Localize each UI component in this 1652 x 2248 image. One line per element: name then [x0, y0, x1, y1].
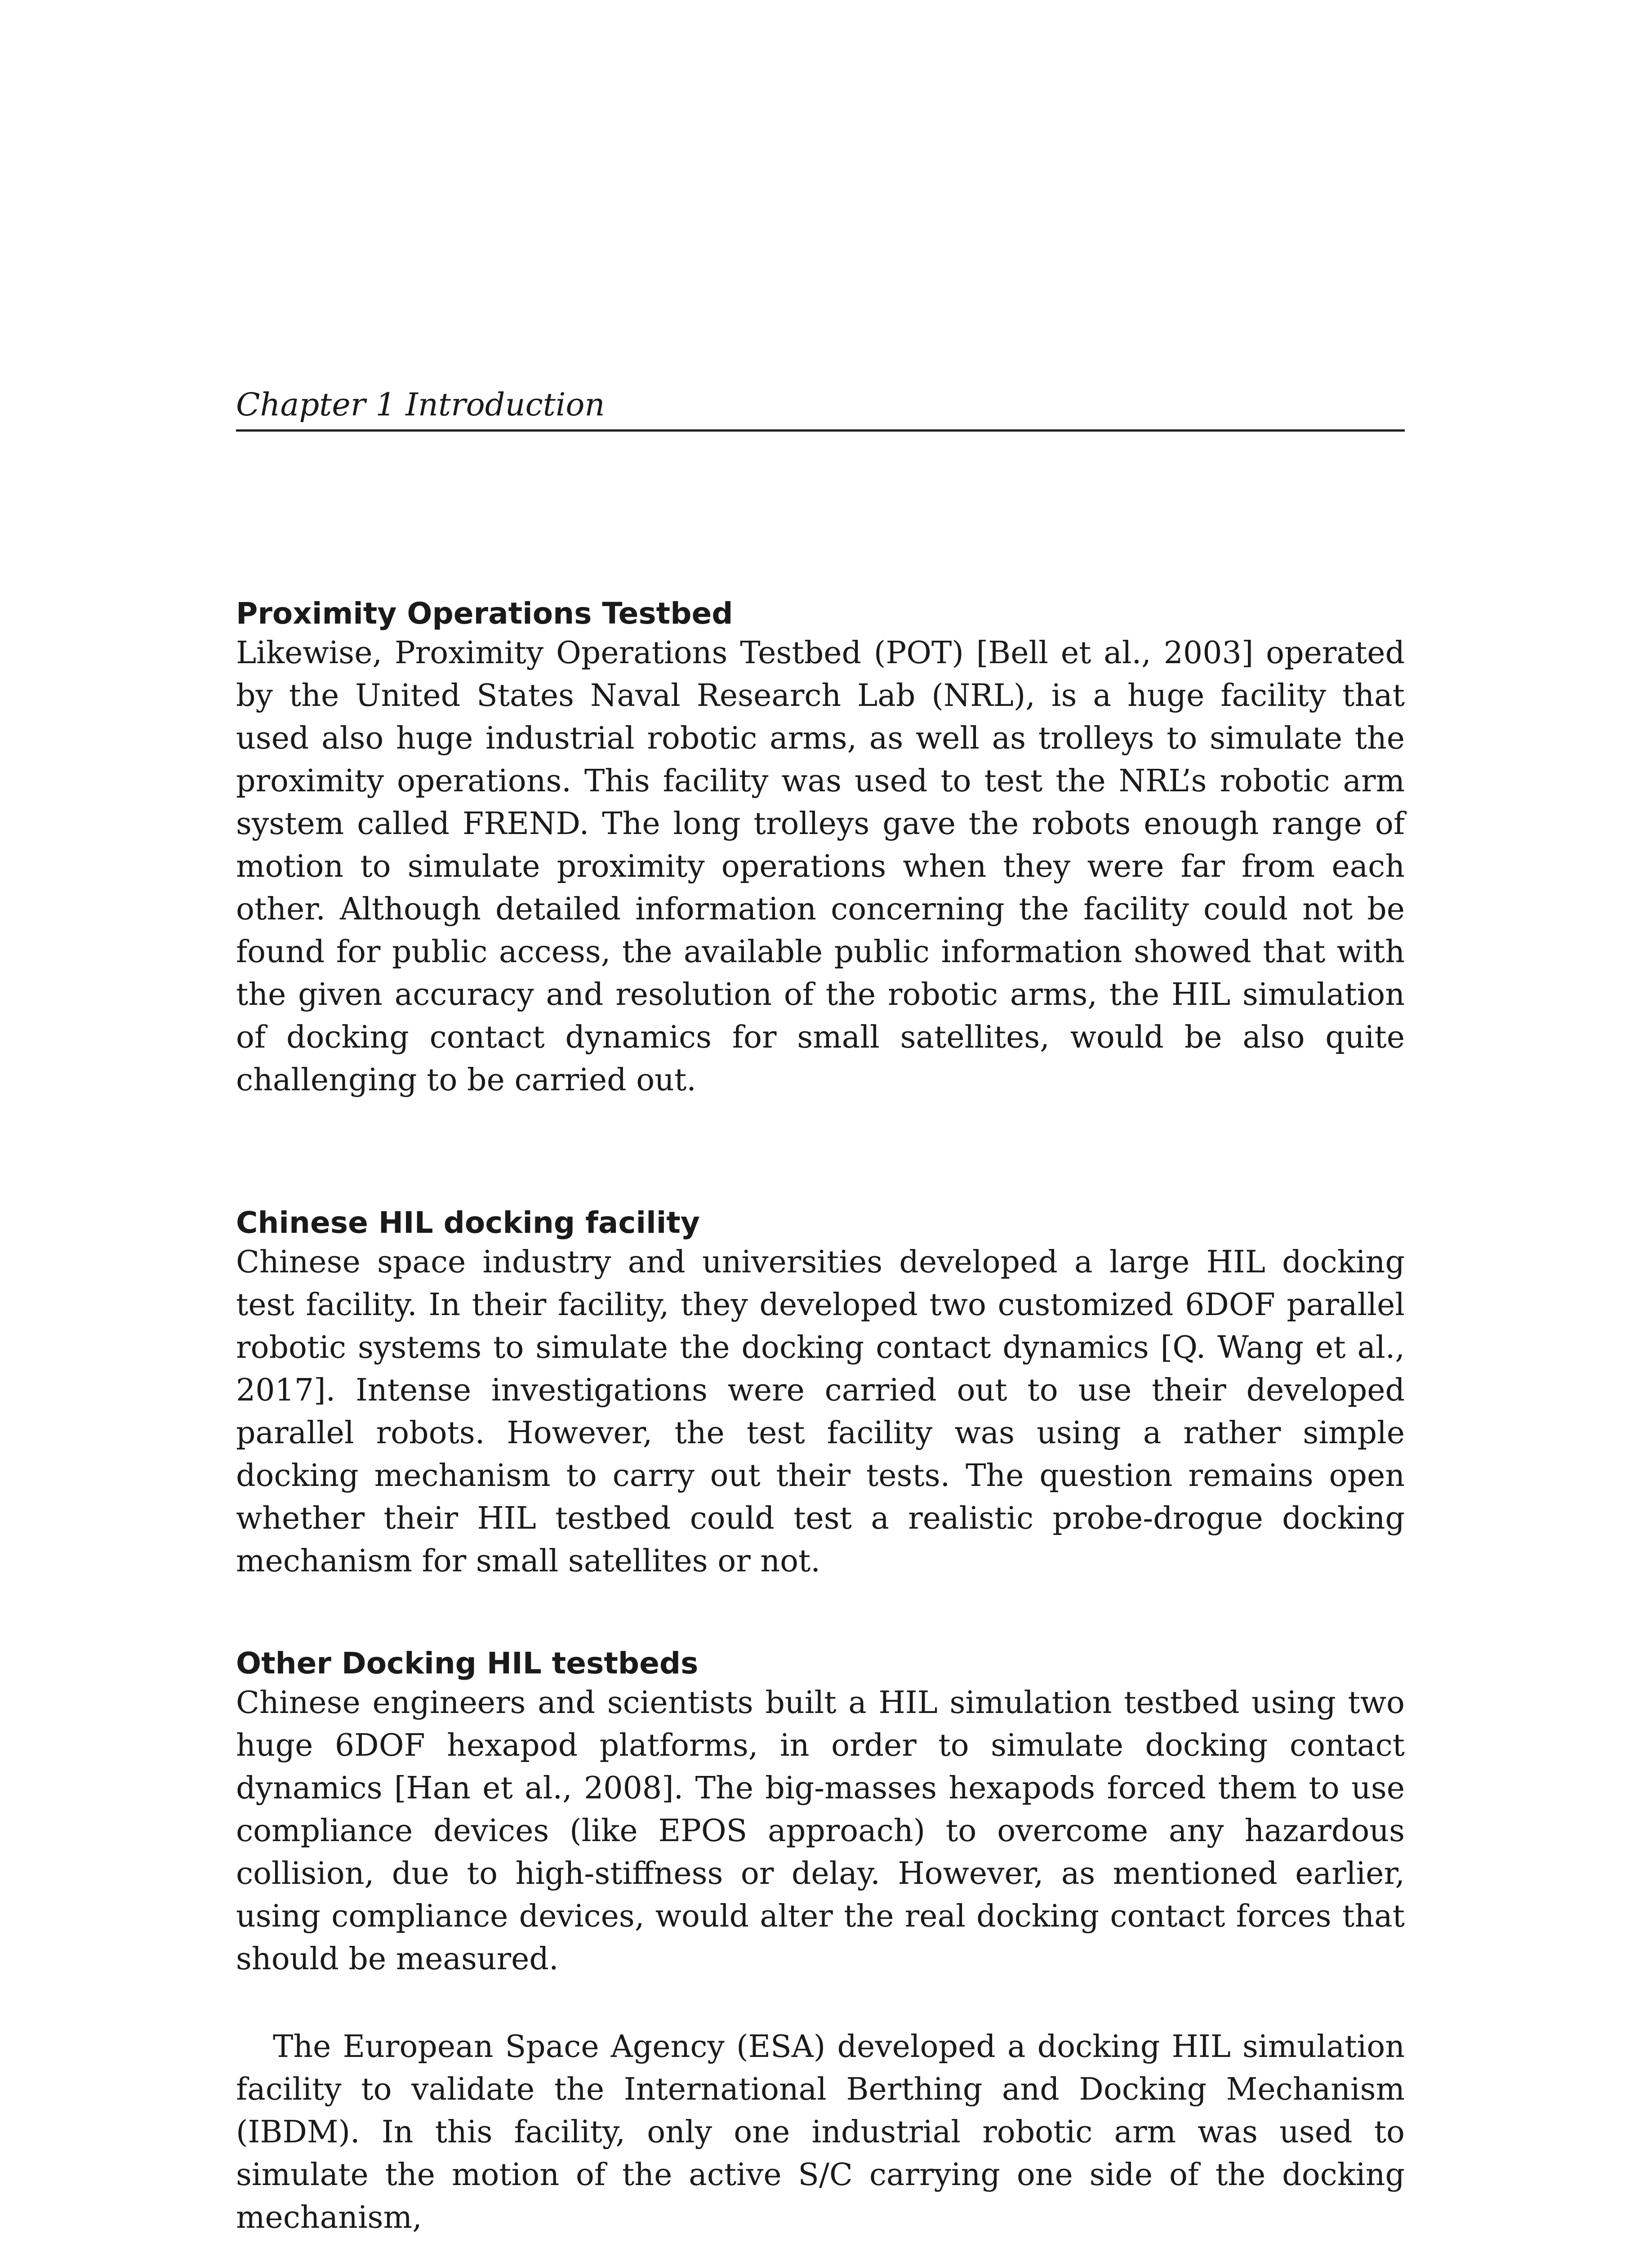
running-head: Chapter 1 Introduction [236, 386, 605, 423]
section-title-other-docking-hil-testbeds: Other Docking HIL testbeds [236, 1646, 699, 1681]
paragraph-other-docking-hil-testbeds: Chinese engineers and scientists built a HIL simulation testbed using two huge 6DOF hexapod platforms, in order to simulate docking contact dynamics [Han et al., 2008]. The big-masses hexapods forced them to use compliance devices (like EPOS approach) to overcome any hazardous collision, due to high-stiffness or delay. However, as mentioned earlier, using compliance devices, would alter the real docking contact forces that should be measured. [236, 1685, 1405, 1977]
header-rule [236, 429, 1405, 432]
paragraph-esa-docking-facility: The European Space Agency (ESA) developed a docking HIL simulation facility to validate the International Berthing and Docking Mechanism (IBDM). In this facility, only one industrial robotic arm was used to simulate the motion of the active S/C carrying one side of the docking mechanism, [236, 2029, 1405, 2235]
section-title-chinese-hil-docking-facility: Chinese HIL docking facility [236, 1205, 700, 1240]
paragraph-proximity-operations-testbed: Likewise, Proximity Operations Testbed (POT) [Bell et al., 2003] operated by the United States Naval Research Lab (NRL), is a huge facility that used also huge industrial robotic arms, as well as trolleys to simulate the proximity operations. This facility was used to test the NRL’s robotic arm system called FREND. The long trolleys gave the robots enough range of motion to simulate proximity operations when they were far from each other. Although detailed information concerning the facility could not be found for public access, the available public information showed that with the given accuracy and resolution of the robotic arms, the HIL simulation of docking contact dynamics for small satellites, would be also quite challenging to be carried out. [236, 635, 1405, 1098]
paragraph-chinese-hil-docking-facility: Chinese space industry and universities developed a large HIL docking test facility. In their facility, they developed two customized 6DOF parallel robotic systems to simulate the docking contact dynamics [Q. Wang et al., 2017]. Intense investigations were carried out to use their developed parallel robots. However, the test facility was using a rather simple docking mechanism to carry out their tests. The question remains open whether their HIL testbed could test a realistic probe-drogue docking mechanism for small satellites or not. [236, 1244, 1405, 1579]
section-title-proximity-operations-testbed: Proximity Operations Testbed [236, 596, 733, 631]
